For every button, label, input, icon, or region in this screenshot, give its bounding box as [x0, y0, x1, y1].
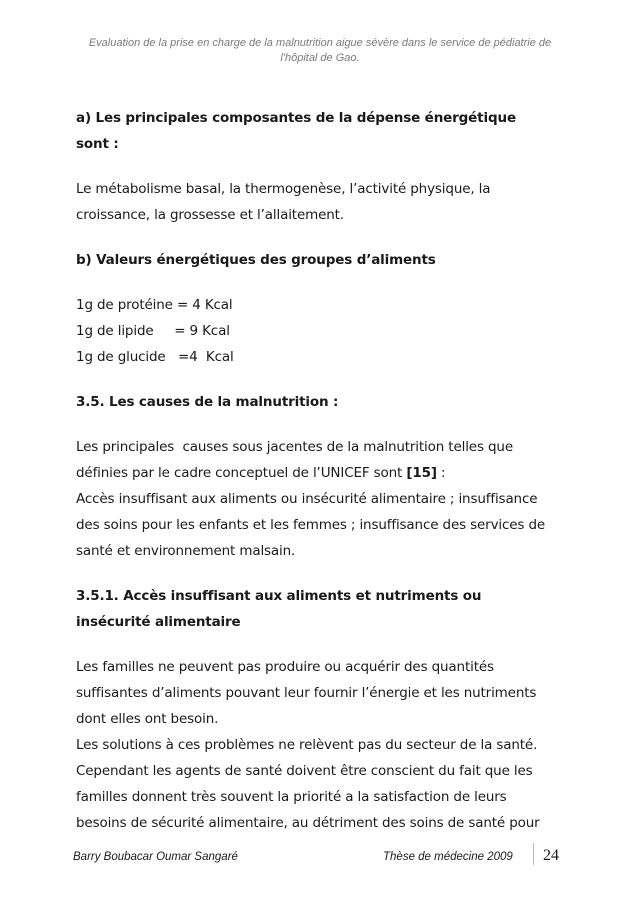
- footer-divider: [533, 843, 534, 865]
- header-line-1: Evaluation de la prise en charge de la malnutrition aigue sévère dans le service de pédiatrie de: [88, 37, 552, 49]
- section-35-title: 3.5. Les causes de la malnutrition :: [76, 394, 339, 410]
- energy-value-glucid: 1g de glucide =4 Kcal: [76, 349, 234, 365]
- footer-thesis: Thèse de médecine 2009: [383, 851, 513, 863]
- section-351-line: besoins de sécurité alimentaire, au détriment des soins de santé pour: [76, 815, 540, 831]
- section-a-body-line-1: Le métabolisme basal, la thermogenèse, l’activité physique, la: [76, 181, 491, 197]
- section-a-title-line-2: sont :: [76, 136, 119, 152]
- section-35-line-2: [76, 460, 566, 486]
- section-35-line-4: des soins pour les enfants et les femmes ; insuffisance des services de: [76, 517, 546, 533]
- section-351-line: Cependant les agents de santé doivent être conscient du fait que les: [76, 763, 533, 779]
- header-line-2: l'hôpital de Gao.: [280, 52, 360, 64]
- section-35-line-1: Les principales causes sous jacentes de la malnutrition telles que: [76, 439, 513, 455]
- energy-value-protein: 1g de protéine = 4 Kcal: [76, 297, 233, 313]
- section-b-title: b) Valeurs énergétiques des groupes d’aliments: [76, 252, 436, 268]
- section-35-line-2-end: :: [436, 465, 446, 481]
- footer-author: Barry Boubacar Oumar Sangaré: [73, 851, 238, 863]
- section-351-line: familles donnent très souvent la priorité a la satisfaction de leurs: [76, 789, 507, 805]
- citation-reference: [15]: [406, 465, 437, 481]
- energy-value-lipid: 1g de lipide = 9 Kcal: [76, 323, 230, 339]
- section-351-title-line-2: insécurité alimentaire: [76, 614, 241, 630]
- section-351-line: Les solutions à ces problèmes ne relèvent pas du secteur de la santé.: [76, 737, 538, 753]
- section-351-line: suffisantes d’aliments pouvant leur fournir l’énergie et les nutriments: [76, 685, 537, 701]
- page-content: [76, 105, 566, 836]
- section-351-title-line-1: 3.5.1. Accès insuffisant aux aliments et nutriments ou: [76, 588, 482, 604]
- section-351-line: Les familles ne peuvent pas produire ou acquérir des quantités: [76, 659, 494, 675]
- running-header: [70, 36, 570, 66]
- section-35-line-2-text: définies par le cadre conceptuel de l’UNICEF sont: [76, 465, 407, 481]
- section-35-line-3: Accès insuffisant aux aliments ou insécurité alimentaire ; insuffisance: [76, 491, 538, 507]
- section-a-body-line-2: croissance, la grossesse et l’allaitement.: [76, 207, 344, 223]
- section-35-line-5: santé et environnement malsain.: [76, 543, 296, 559]
- section-351-line: dont elles ont besoin.: [76, 711, 219, 727]
- section-a-title-line-1: a) Les principales composantes de la dépense énergétique: [76, 110, 516, 126]
- page-number: 24: [543, 847, 559, 864]
